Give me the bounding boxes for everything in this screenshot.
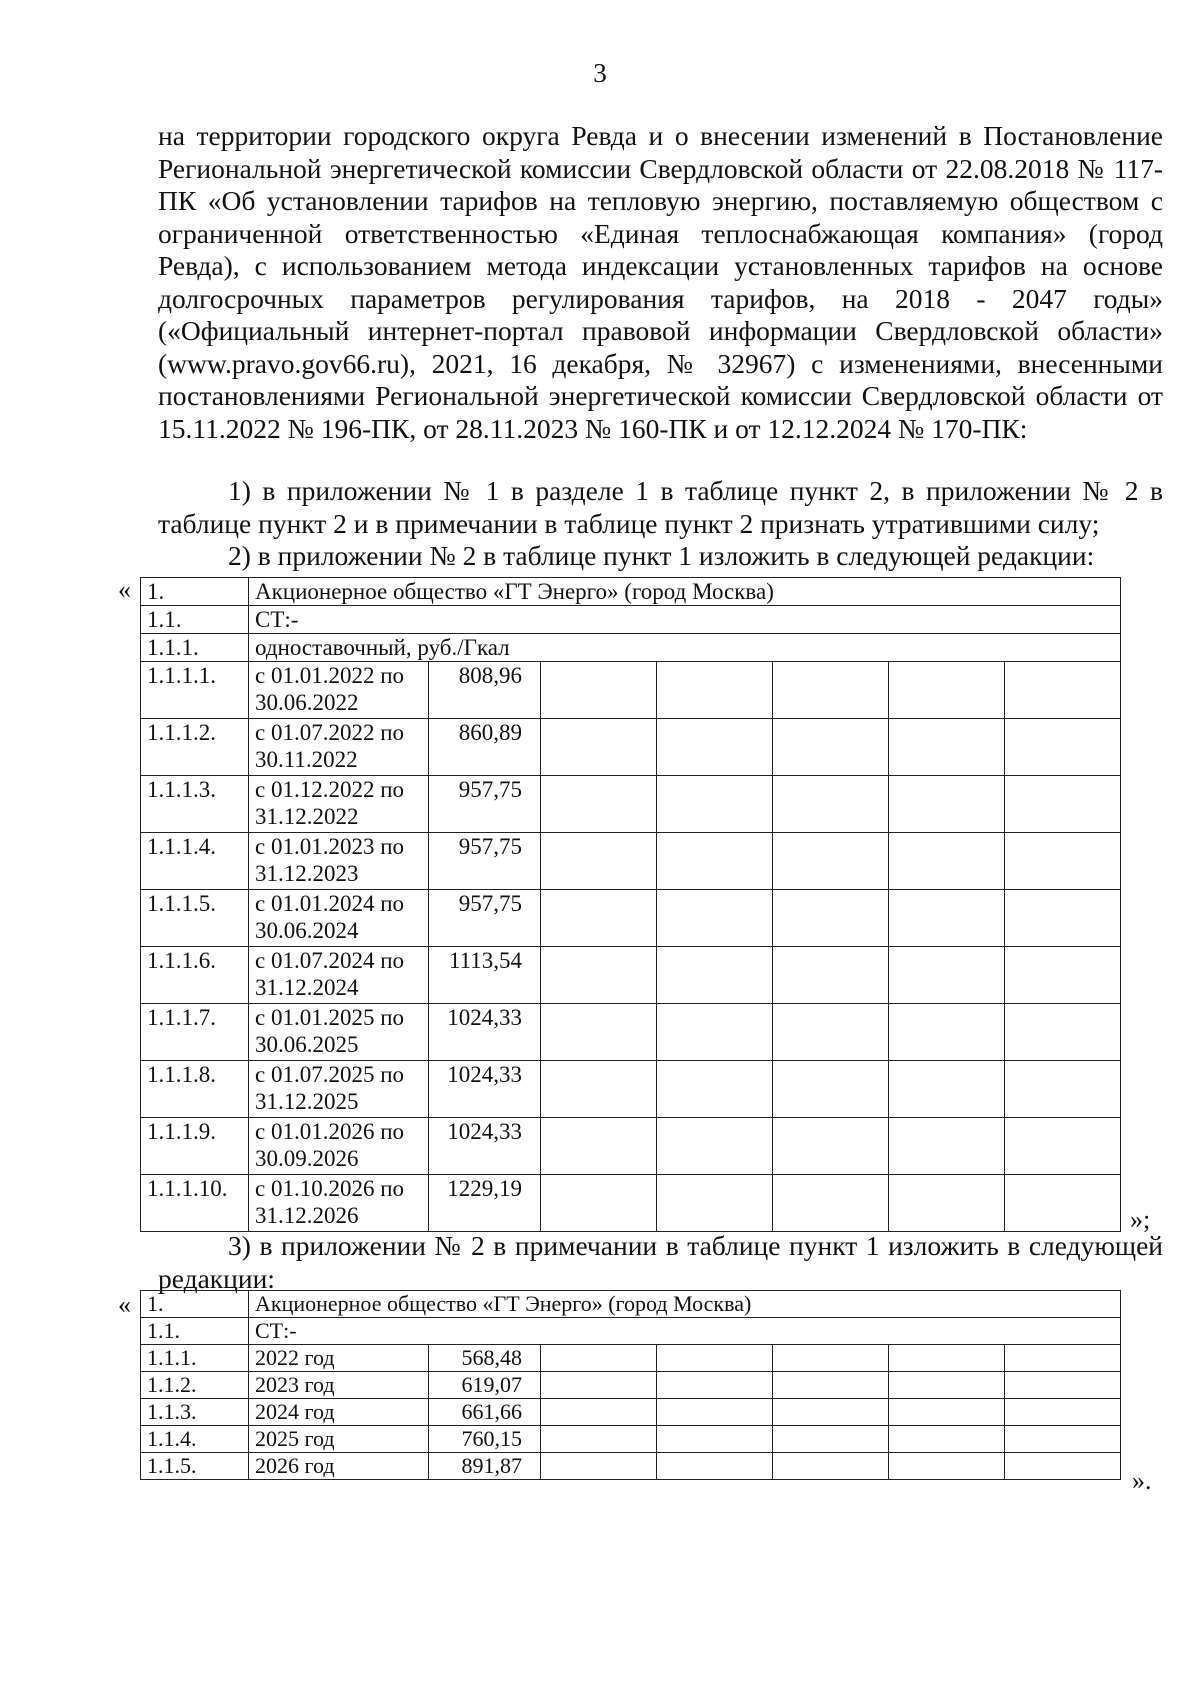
table-cell-empty (541, 1118, 657, 1175)
table-cell-num: 1.1.1.2. (141, 719, 249, 776)
table-cell-period: с 01.12.2022 по 31.12.2022 (249, 776, 429, 833)
table-cell-empty (889, 1118, 1005, 1175)
table-cell-num: 1.1.1. (141, 634, 249, 662)
table-row (141, 662, 1121, 719)
table-cell-empty (541, 1175, 657, 1232)
table-cell-empty (1005, 1372, 1121, 1399)
table-cell-empty (657, 1399, 773, 1426)
table-cell-period: с 01.01.2022 по 30.06.2022 (249, 662, 429, 719)
table-cell-empty (889, 1399, 1005, 1426)
table-cell-num: 1.1.1.6. (141, 947, 249, 1004)
table-cell-empty (541, 890, 657, 947)
table-cell-empty (773, 1453, 889, 1480)
table-cell-empty (889, 1345, 1005, 1372)
close-quote-2: ». (1132, 1466, 1152, 1495)
table-cell-num: 1.1.1. (141, 1345, 249, 1372)
table-cell-empty (1005, 1426, 1121, 1453)
table-cell-num: 1.1.1.9. (141, 1118, 249, 1175)
table-cell-empty (657, 833, 773, 890)
table-cell-empty (657, 1345, 773, 1372)
table-cell-system: СТ:- (249, 606, 1121, 634)
table-cell-value: 957,75 (429, 890, 541, 947)
table-cell-num: 1.1. (141, 1318, 249, 1345)
table-cell-empty (1005, 719, 1121, 776)
table-cell-system: СТ:- (249, 1318, 1121, 1345)
table-cell-empty (773, 662, 889, 719)
table-cell-period: с 01.07.2024 по 31.12.2024 (249, 947, 429, 1004)
table-row (141, 1061, 1121, 1118)
table-cell-year: 2026 год (249, 1453, 429, 1480)
table-cell-empty (1005, 1061, 1121, 1118)
table-cell-value: 1024,33 (429, 1118, 541, 1175)
table-header-row (141, 606, 1121, 634)
table-cell-year: 2023 год (249, 1372, 429, 1399)
table-cell-value: 1024,33 (429, 1004, 541, 1061)
table-cell-tariff-type: одноставочный, руб./Гкал (249, 634, 1121, 662)
table-cell-empty (1005, 1345, 1121, 1372)
table-cell-num: 1.1.1.4. (141, 833, 249, 890)
table-cell-num: 1.1.2. (141, 1372, 249, 1399)
table-cell-empty (889, 890, 1005, 947)
close-quote-1: »; (1130, 1205, 1151, 1234)
table-cell-num: 1.1.1.10. (141, 1175, 249, 1232)
table-row (141, 1453, 1121, 1480)
table-cell-empty (657, 1118, 773, 1175)
table-cell-num: 1.1.3. (141, 1399, 249, 1426)
table-cell-empty (889, 776, 1005, 833)
table-cell-year: 2022 год (249, 1345, 429, 1372)
open-quote-1: « (118, 575, 131, 604)
table-cell-empty (1005, 890, 1121, 947)
table-cell-empty (889, 947, 1005, 1004)
table-cell-empty (773, 1399, 889, 1426)
table-cell-empty (541, 1372, 657, 1399)
table-row (141, 1372, 1121, 1399)
table-cell-empty (889, 833, 1005, 890)
table-cell-empty (657, 719, 773, 776)
table-row (141, 833, 1121, 890)
table-cell-value: 1024,33 (429, 1061, 541, 1118)
table-row (141, 1118, 1121, 1175)
table-cell-empty (541, 1004, 657, 1061)
table-cell-period: с 01.07.2022 по 30.11.2022 (249, 719, 429, 776)
table-cell-value: 619,07 (429, 1372, 541, 1399)
table-cell-empty (773, 776, 889, 833)
table-cell-num: 1. (141, 578, 249, 606)
table-cell-period: с 01.01.2023 по 31.12.2023 (249, 833, 429, 890)
table-row (141, 1345, 1121, 1372)
table-cell-empty (541, 776, 657, 833)
table-cell-year: 2024 год (249, 1399, 429, 1426)
table-cell-empty (889, 1061, 1005, 1118)
table-cell-num: 1.1.1.3. (141, 776, 249, 833)
table-cell-empty (1005, 776, 1121, 833)
table-cell-num: 1.1.1.7. (141, 1004, 249, 1061)
table-cell-empty (889, 1175, 1005, 1232)
table-row (141, 1175, 1121, 1232)
table-cell-empty (657, 1426, 773, 1453)
table-cell-empty (657, 890, 773, 947)
table-cell-empty (657, 776, 773, 833)
table-cell-empty (773, 719, 889, 776)
table-cell-empty (773, 1004, 889, 1061)
table-cell-empty (773, 890, 889, 947)
table-cell-num: 1.1.1.1. (141, 662, 249, 719)
table-cell-period: с 01.07.2025 по 31.12.2025 (249, 1061, 429, 1118)
table-cell-empty (1005, 662, 1121, 719)
intro-text: на территории городского округа Ревда и о внесении изменений в Постановление Региональной энергетической комиссии Свердловской области от 22.08.2018 № 117-ПК «Об установлении тарифов на тепловую энергию, поставляемую обществом с ограниченной ответственностью «Единая теплоснабжающая компания» (город Ревда), с использованием метода индексации установленных тарифов на основе долгосрочных параметров регулирования тарифов, на 2018 - 2047 годы» («Официальный интернет-портал правовой информации Свердловской области» (www.pravo.gov66.ru), 2021, 16 декабря, № 32967) с изменениями, внесенными постановлениями Региональной энергетической комиссии Свердловской области от 15.11.2022 № 196-ПК, от 28.11.2023 № 160-ПК и от 12.12.2024 № 170-ПК: (158, 120, 1163, 444)
table-cell-empty (889, 1004, 1005, 1061)
table-cell-org: Акционерное общество «ГТ Энерго» (город Москва) (249, 1291, 1121, 1318)
table-cell-empty (657, 1061, 773, 1118)
intro-paragraph (158, 120, 1163, 445)
table-cell-empty (773, 1372, 889, 1399)
item-1: 1) в приложении № 1 в разделе 1 в таблице пункт 2, в приложении № 2 в таблице пункт 2 и в примечании в таблице пункт 2 признать утратившими силу; (158, 475, 1163, 539)
table-cell-empty (773, 1061, 889, 1118)
table-cell-empty (1005, 1399, 1121, 1426)
table-cell-num: 1. (141, 1291, 249, 1318)
table-cell-value: 808,96 (429, 662, 541, 719)
table-cell-empty (773, 1175, 889, 1232)
table-cell-period: с 01.01.2024 по 30.06.2024 (249, 890, 429, 947)
open-quote-2: « (118, 1290, 131, 1319)
table-cell-empty (1005, 1118, 1121, 1175)
table-cell-empty (1005, 1004, 1121, 1061)
table-cell-empty (889, 1453, 1005, 1480)
table-cell-empty (773, 1345, 889, 1372)
table-row (141, 1004, 1121, 1061)
table-header-row (141, 1318, 1121, 1345)
table-cell-value: 1229,19 (429, 1175, 541, 1232)
table-row (141, 947, 1121, 1004)
table-cell-empty (541, 719, 657, 776)
table-cell-value: 957,75 (429, 776, 541, 833)
table-cell-empty (541, 1399, 657, 1426)
table-cell-org: Акционерное общество «ГТ Энерго» (город Москва) (249, 578, 1121, 606)
table-cell-period: с 01.01.2026 по 30.09.2026 (249, 1118, 429, 1175)
table-cell-num: 1.1.1.8. (141, 1061, 249, 1118)
table-cell-empty (657, 947, 773, 1004)
table-row (141, 776, 1121, 833)
page-number: 3 (593, 58, 607, 88)
table-cell-empty (657, 1175, 773, 1232)
table-cell-empty (657, 1004, 773, 1061)
table-cell-value: 568,48 (429, 1345, 541, 1372)
table-cell-num: 1.1. (141, 606, 249, 634)
item-2: 2) в приложении № 2 в таблице пункт 1 изложить в следующей редакции: (228, 540, 1095, 571)
table-cell-year: 2025 год (249, 1426, 429, 1453)
table-cell-value: 891,87 (429, 1453, 541, 1480)
table-cell-empty (657, 1453, 773, 1480)
table-cell-empty (773, 1426, 889, 1453)
item-3: 3) в приложении № 2 в примечании в таблице пункт 1 изложить в следующей редакции: (158, 1230, 1163, 1294)
table-cell-empty (889, 1372, 1005, 1399)
table-row (141, 1426, 1121, 1453)
table-cell-period: с 01.01.2025 по 30.06.2025 (249, 1004, 429, 1061)
table-cell-empty (773, 947, 889, 1004)
note-table (140, 1290, 1121, 1480)
table-cell-empty (889, 662, 1005, 719)
table-cell-empty (541, 1061, 657, 1118)
table-cell-empty (1005, 1175, 1121, 1232)
table-cell-empty (889, 719, 1005, 776)
table-cell-value: 860,89 (429, 719, 541, 776)
table-cell-empty (541, 1453, 657, 1480)
table-cell-empty (1005, 1453, 1121, 1480)
table-cell-empty (1005, 947, 1121, 1004)
table-cell-num: 1.1.4. (141, 1426, 249, 1453)
table-header-row (141, 634, 1121, 662)
table-cell-num: 1.1.1.5. (141, 890, 249, 947)
table-cell-value: 760,15 (429, 1426, 541, 1453)
table-cell-empty (1005, 833, 1121, 890)
table-cell-period: с 01.10.2026 по 31.12.2026 (249, 1175, 429, 1232)
table-row (141, 719, 1121, 776)
table-cell-empty (541, 947, 657, 1004)
table-cell-empty (773, 1118, 889, 1175)
table-cell-empty (889, 1426, 1005, 1453)
table-row (141, 1399, 1121, 1426)
table-cell-value: 957,75 (429, 833, 541, 890)
table-row (141, 890, 1121, 947)
tariff-table (140, 577, 1121, 1232)
table-header-row (141, 1291, 1121, 1318)
table-cell-value: 1113,54 (429, 947, 541, 1004)
table-cell-empty (541, 1426, 657, 1453)
table-cell-empty (773, 833, 889, 890)
table-cell-empty (541, 1345, 657, 1372)
table-cell-num: 1.1.5. (141, 1453, 249, 1480)
table-cell-empty (541, 662, 657, 719)
table-cell-empty (657, 1372, 773, 1399)
table-cell-empty (541, 833, 657, 890)
table-cell-empty (657, 662, 773, 719)
table-header-row (141, 578, 1121, 606)
table-cell-value: 661,66 (429, 1399, 541, 1426)
